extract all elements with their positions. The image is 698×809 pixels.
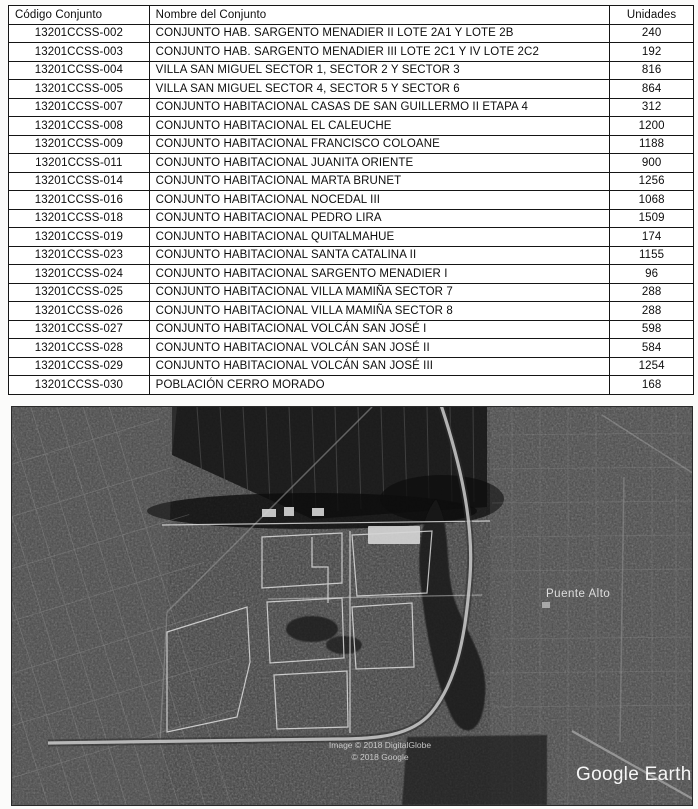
row-nombre: CONJUNTO HABITACIONAL JUANITA ORIENTE [149,154,609,173]
table-row [9,98,694,117]
google-earth-logo: Google Earth [576,764,692,785]
row-nombre: CONJUNTO HABITACIONAL EL CALEUCHE [149,117,609,136]
table-row [9,117,694,136]
row-unidades: 1188 [610,135,694,154]
row-unidades: 1256 [610,172,694,191]
row-unidades: 288 [610,302,694,321]
table-row [9,172,694,191]
satellite-map [12,407,692,805]
header-nombre: Nombre del Conjunto [149,6,609,25]
row-codigo: 13201CCSS-029 [9,357,150,376]
table-row [9,154,694,173]
row-nombre: CONJUNTO HABITACIONAL SARGENTO MENADIER I [149,265,609,284]
table-row [9,228,694,247]
table-row [9,320,694,339]
row-codigo: 13201CCSS-018 [9,209,150,228]
row-nombre: CONJUNTO HABITACIONAL QUITALMAHUE [149,228,609,247]
table-row [9,376,694,395]
conjuntos-table [8,5,694,395]
row-nombre: CONJUNTO HAB. SARGENTO MENADIER II LOTE 2A1 Y LOTE 2B [149,24,609,43]
row-codigo: 13201CCSS-026 [9,302,150,321]
table-row [9,302,694,321]
row-codigo: 13201CCSS-003 [9,43,150,62]
row-codigo: 13201CCSS-011 [9,154,150,173]
row-nombre: VILLA SAN MIGUEL SECTOR 1, SECTOR 2 Y SECTOR 3 [149,61,609,80]
row-unidades: 584 [610,339,694,358]
table-row [9,339,694,358]
row-codigo: 13201CCSS-016 [9,191,150,210]
row-nombre: CONJUNTO HABITACIONAL VOLCÁN SAN JOSÉ II [149,339,609,358]
row-nombre: CONJUNTO HABITACIONAL VILLA MAMIÑA SECTOR 8 [149,302,609,321]
row-nombre: CONJUNTO HABITACIONAL SANTA CATALINA II [149,246,609,265]
row-nombre: CONJUNTO HABITACIONAL MARTA BRUNET [149,172,609,191]
table-row [9,265,694,284]
row-unidades: 598 [610,320,694,339]
table-row [9,61,694,80]
table-header-row [9,6,694,25]
place-label: Puente Alto [546,588,611,600]
row-codigo: 13201CCSS-024 [9,265,150,284]
row-unidades: 864 [610,80,694,99]
row-codigo: 13201CCSS-028 [9,339,150,358]
row-unidades: 900 [610,154,694,173]
table-row [9,135,694,154]
row-codigo: 13201CCSS-009 [9,135,150,154]
table-row [9,246,694,265]
row-unidades: 1068 [610,191,694,210]
row-unidades: 1200 [610,117,694,136]
table-row [9,209,694,228]
row-codigo: 13201CCSS-019 [9,228,150,247]
row-unidades: 312 [610,98,694,117]
row-nombre: CONJUNTO HAB. SARGENTO MENADIER III LOTE 2C1 Y IV LOTE 2C2 [149,43,609,62]
row-unidades: 1509 [610,209,694,228]
row-nombre: CONJUNTO HABITACIONAL CASAS DE SAN GUILLERMO II ETAPA 4 [149,98,609,117]
row-codigo: 13201CCSS-030 [9,376,150,395]
row-unidades: 1254 [610,357,694,376]
row-codigo: 13201CCSS-007 [9,98,150,117]
row-unidades: 96 [610,265,694,284]
row-nombre: CONJUNTO HABITACIONAL VILLA MAMIÑA SECTOR 7 [149,283,609,302]
row-unidades: 816 [610,61,694,80]
row-unidades: 174 [610,228,694,247]
satellite-image [12,407,692,805]
row-codigo: 13201CCSS-023 [9,246,150,265]
row-codigo: 13201CCSS-004 [9,61,150,80]
row-codigo: 13201CCSS-027 [9,320,150,339]
row-unidades: 168 [610,376,694,395]
table-body [9,24,694,394]
table-row [9,191,694,210]
row-codigo: 13201CCSS-014 [9,172,150,191]
table-row [9,357,694,376]
watermark-line2: © 2018 Google [351,752,409,762]
row-unidades: 240 [610,24,694,43]
table-row [9,43,694,62]
header-codigo: Código Conjunto [9,6,150,25]
row-codigo: 13201CCSS-005 [9,80,150,99]
row-nombre: VILLA SAN MIGUEL SECTOR 4, SECTOR 5 Y SECTOR 6 [149,80,609,99]
row-nombre: CONJUNTO HABITACIONAL NOCEDAL III [149,191,609,210]
row-nombre: POBLACIÓN CERRO MORADO [149,376,609,395]
row-nombre: CONJUNTO HABITACIONAL FRANCISCO COLOANE [149,135,609,154]
table-row [9,283,694,302]
row-unidades: 288 [610,283,694,302]
row-nombre: CONJUNTO HABITACIONAL PEDRO LIRA [149,209,609,228]
table-row [9,24,694,43]
watermark-line1: Image © 2018 DigitalGlobe [328,740,432,750]
table-row [9,80,694,99]
row-nombre: CONJUNTO HABITACIONAL VOLCÁN SAN JOSÉ III [149,357,609,376]
row-unidades: 1155 [610,246,694,265]
row-codigo: 13201CCSS-025 [9,283,150,302]
row-unidades: 192 [610,43,694,62]
header-unidades: Unidades [610,6,694,25]
row-codigo: 13201CCSS-008 [9,117,150,136]
row-codigo: 13201CCSS-002 [9,24,150,43]
row-nombre: CONJUNTO HABITACIONAL VOLCÁN SAN JOSÉ I [149,320,609,339]
